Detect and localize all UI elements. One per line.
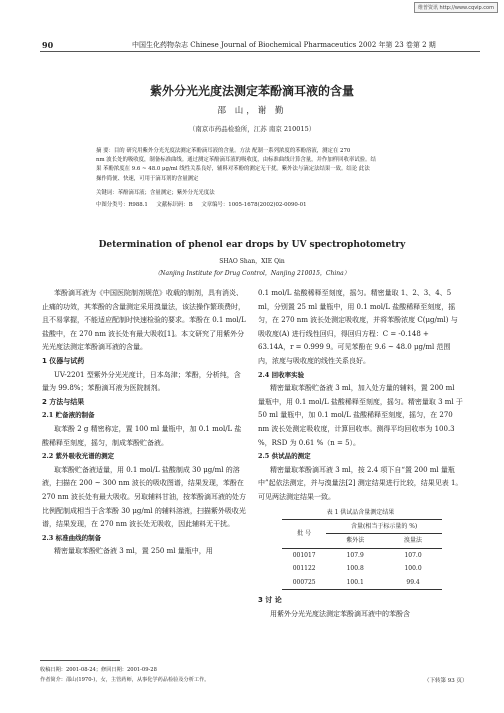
right-column: [258, 287, 463, 622]
watermark-stamp: 维普资讯 http://www.cqvip.com: [414, 2, 498, 13]
abstract-line: nm 波长处的吸收度，制备标准曲线。通过测定苯酚滴耳液的吸收度，由标准曲线计算含量，并作加样回收率试验。结: [96, 157, 376, 164]
section-2-4-text: 精密量取苯酚贮备液 3 ml，加入处方量的辅料，置 200 ml 量瓶中，用 0.1 mol/L 盐酸稀释至刻度，摇匀。精密量取 3 ml 于 50 ml 量瓶中，加 0.1 mol/L 盐酸稀释至刻度，摇匀，在 270 nm 波长处测定吸收度，计算回收率。测得平均回收率为 100.3 %，RSD 为 0.61 %（n = 5）。: [258, 384, 463, 447]
table-cell: 107.9: [346, 551, 364, 559]
clc-number: 中图分类号：R988.1: [96, 202, 148, 208]
section-2-3-continued: 0.1 mol/L 盐酸稀释至刻度，摇匀。精密量取 1、2、3、4、5 ml，分别置 25 ml 量瓶中，用 0.1 mol/L 盐酸稀释至刻度，摇匀，在 270 nm 波长处测定吸收度，并将苯酚浓度 C(μg/ml) 与吸收度(A) 进行线性回归，得回归方程：C = -0.148 + 63.14A，r = 0.999 9。可见苯酚在 9.6 ~ 48.0 μg/ml 范围内，浓度与吸收度的线性关系良好。: [258, 289, 458, 365]
article-number: 文章编号：1005-1678(2002)02-0090-01: [201, 202, 307, 208]
authors: 邵 山，谢 勤: [217, 106, 287, 116]
english-affiliation: （Nanjing Institute for Drug Control，Nanjing 210015，China）: [154, 270, 350, 277]
section-1-heading: 1 仪器与试药: [42, 356, 85, 365]
results-table: [282, 519, 442, 591]
table-row: [282, 548, 442, 562]
author-bio: 作者简介：邵山(1970-)，女，主管药师，从事化学药品检验及分析工作。: [40, 677, 210, 683]
section-3-heading: 3 讨 论: [258, 596, 282, 605]
section-2-5-text: 精密量取苯酚滴耳液 3 ml，按 2.4 项下自“置 200 ml 量瓶中”起依法测定，并与溴量法[2] 测定结果进行比较，结果见表 1。可见两法测定结果一致。: [258, 465, 463, 501]
intro-paragraph: 苯酚滴耳液为《中国医院制剂规范》收载的制剂，具有消炎、止痛的功效，其苯酚的含量测定采用溴量法，该法操作繁琐费时，且不易掌握，不能适应配制时快速检验的要求。苯酚在 0.1 mol/L 盐酸中，在 270 nm 波长处有最大吸收[1]。本文研究了用紫外分光光度法测定苯酚滴耳液的含量。: [42, 289, 246, 352]
english-title: Determination of phenol ear drops by UV spectrophotometry: [98, 240, 406, 250]
table-header-group: 含量(相当于标示量的 %): [326, 519, 442, 534]
section-2-2-heading: 2.2 紫外吸收光谱的测定: [42, 452, 115, 461]
keywords: 关键词：苯酚滴耳液；含量测定；紫外分光光度法: [96, 190, 215, 196]
table-cell: 100.0: [404, 565, 422, 573]
table-cell: 001122: [292, 565, 316, 573]
table-header-uv: 紫外法: [346, 537, 365, 545]
table-row: [282, 562, 442, 576]
table-header-bromine: 溴量法: [404, 537, 423, 545]
table-header-batch: 批 号: [297, 529, 312, 537]
abstract-line: 摘 要：目的 研究用紫外分光光度法测定苯酚滴耳液的含量。方法 配制一系列浓度的苯酚溶液，测定在 270: [96, 148, 351, 154]
table-cell: 100.1: [346, 578, 364, 586]
section-2-4-heading: 2.4 回收率实验: [258, 370, 305, 379]
header-rule: [40, 51, 480, 52]
english-authors: SHAO Shan，XIE Qin: [219, 258, 285, 265]
table-caption: 表 1 供试品含量测定结果: [326, 508, 395, 516]
footnote-rule: [40, 660, 120, 661]
section-2-2-text: 取苯酚贮备液适量，用 0.1 mol/L 盐酸制成 30 μg/ml 的溶液，扫描在 200 ~ 300 nm 波长的吸收图谱，结果发现，苯酚在 270 nm 波长处有最大吸收。另取辅料甘油，按苯酚滴耳液的处方比例配制成相当于含苯酚 30 μg/ml 的辅料溶液，扫描紫外吸收光谱，结果发现，在 270 nm 波长处无吸收，因此辅料无干扰。: [42, 465, 246, 529]
table-cell: 99.4: [406, 578, 420, 586]
section-2-1-heading: 2.1 贮备液的制备: [42, 411, 95, 420]
abstract: [96, 147, 426, 184]
table-cell: 107.0: [404, 551, 422, 559]
section-2-3-heading: 2.3 标准曲线的制备: [42, 533, 102, 542]
footnote: [40, 665, 250, 685]
abstract-line: 操作简便、快速，可用于滴耳剂的含量测定: [96, 175, 199, 182]
abstract-line: 果 苯酚浓度在 9.6 ~ 48.0 μg/ml 线性关系良好，辅料对苯酚的测定无干扰。紫外法与滴定法结果一致。结论 此法: [96, 166, 370, 173]
table-cell: 100.8: [346, 565, 364, 573]
journal-title: 中国生化药物杂志 Chinese Journal of Biochemical Pharmaceutics 2002 年第 23 卷第 2 期: [132, 41, 436, 49]
article-title: 紫外分光光度法测定苯酚滴耳液的含量: [149, 84, 354, 98]
page-number: 90: [42, 40, 54, 50]
received-date: 收稿日期：2001-08-24；修回日期：2001-09-28: [40, 667, 157, 673]
table-cell: 000725: [292, 578, 316, 586]
section-3-text: 用紫外分光光度法测定苯酚滴耳液中的苯酚含: [270, 610, 410, 619]
section-2-5-heading: 2.5 供试品的测定: [258, 452, 311, 461]
section-1-text: UV-2201 型紫外分光光度计，日本岛津；苯酚，分析纯，含量为 99.8%；苯酚滴耳液为医院制剂。: [42, 370, 241, 393]
left-column: [42, 287, 247, 559]
document-code: 文献标识码：B: [156, 202, 193, 208]
classification: [96, 200, 426, 208]
section-2-1-text: 取苯酚 2 g 精密称定，置 100 ml 量瓶中，加 0.1 mol/L 盐酸稀释至刻度，摇匀，制成苯酚贮备液。: [42, 424, 242, 447]
table-row: [282, 576, 442, 590]
table-cell: 001017: [292, 551, 316, 559]
section-2-heading: 2 方法与结果: [42, 397, 85, 406]
section-2-3-text: 精密量取苯酚贮备液 3 ml，置 250 ml 量瓶中，用: [54, 547, 213, 556]
affiliation: （南京市药品检验所，江苏 南京 210015）: [188, 125, 316, 133]
continued-note: （下转第 93 页）: [424, 678, 468, 684]
